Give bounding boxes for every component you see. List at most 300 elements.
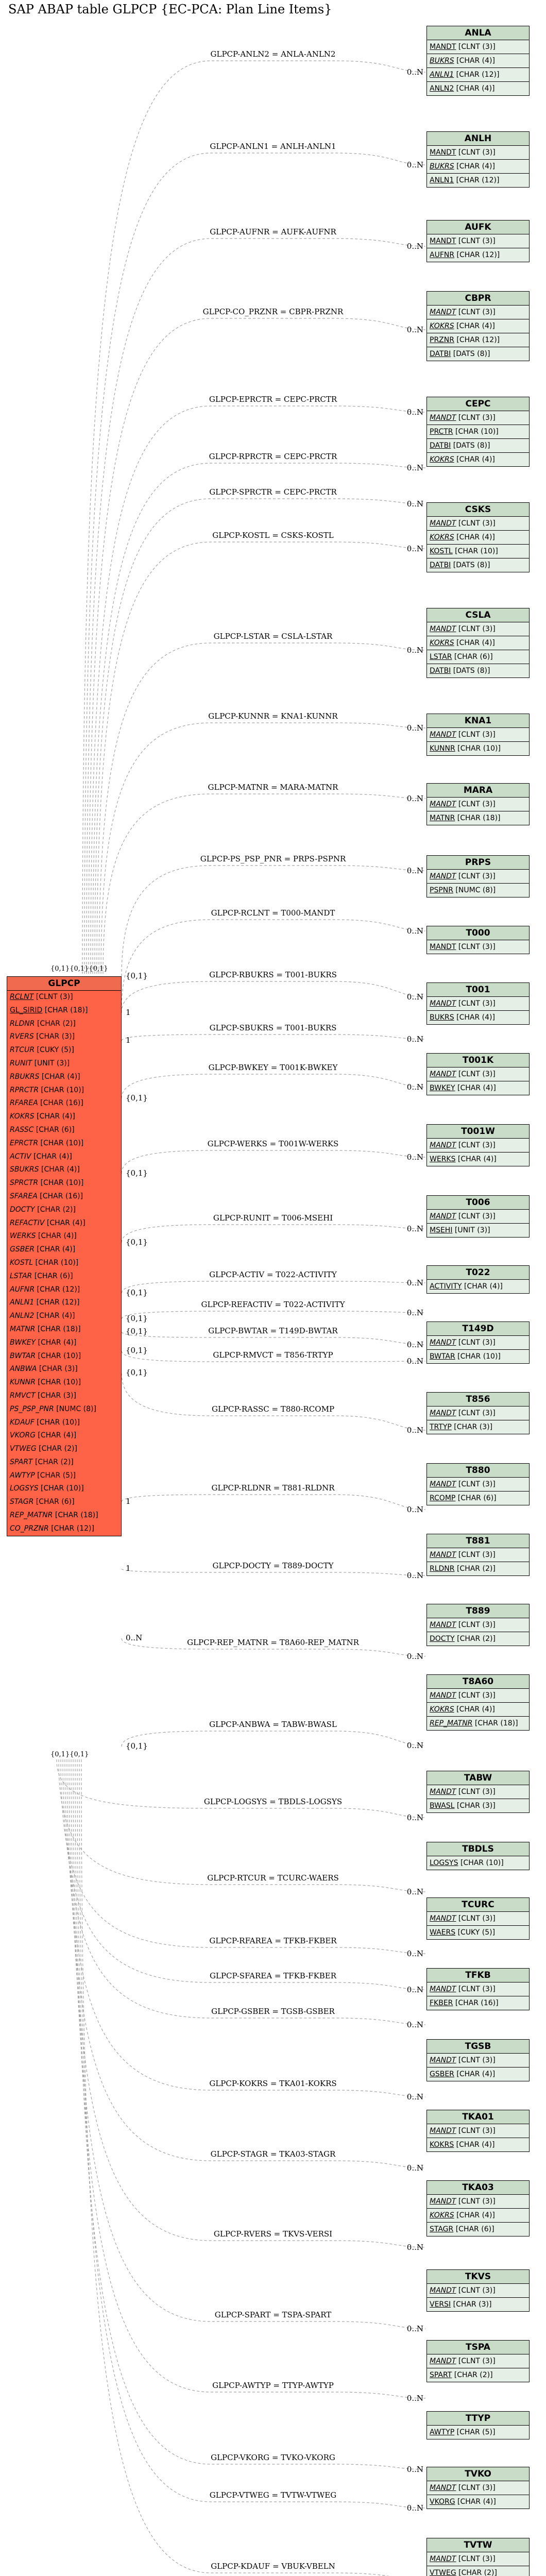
field-name: TRTYP	[430, 1423, 452, 1431]
field-type: [CLNT (3)]	[456, 872, 496, 880]
table-header: TKA03	[427, 2181, 529, 2195]
target-cardinality: 0..N	[406, 2243, 423, 2252]
field-name: RPRCTR	[10, 1086, 39, 1094]
table-csks[interactable]	[426, 502, 530, 572]
target-cardinality: 0..N	[406, 2163, 423, 2173]
target-cardinality: 0..N	[406, 1571, 423, 1580]
field-type: [CHAR (4)]	[34, 1245, 76, 1254]
table-t149d[interactable]	[426, 1321, 530, 1364]
field-name: GL_SIRID	[10, 1006, 43, 1014]
field-type: [CLNT (3)]	[456, 43, 496, 51]
field-type: [DATS (8)]	[451, 667, 490, 675]
source-cardinality: {0,1}	[126, 1327, 148, 1336]
field-type: [CLNT (3)]	[456, 2056, 496, 2064]
table-header: T022	[427, 1266, 529, 1280]
main-field-docty	[7, 1204, 121, 1217]
field-type: [CLNT (3)]	[456, 2197, 496, 2206]
relation-label: GLPCP-WERKS = T001W-WERKS	[207, 1139, 339, 1148]
field-type: [CHAR (2)]	[452, 2371, 493, 2379]
field-type: [CHAR (10)]	[33, 1258, 79, 1267]
field-name: DATBI	[430, 561, 451, 569]
table-field	[427, 2054, 529, 2067]
table-t881[interactable]	[426, 1534, 530, 1576]
source-cardinality: 1	[126, 1008, 131, 1017]
table-aufk[interactable]	[426, 220, 530, 262]
target-cardinality: 0..N	[406, 1652, 423, 1661]
field-type: [CLNT (3)]	[456, 237, 496, 245]
field-type: [CLNT (3)]	[456, 2357, 496, 2365]
field-type: [NUMC (8)]	[54, 1404, 96, 1413]
main-table-glpcp[interactable]	[7, 976, 122, 1536]
target-cardinality: 0..N	[406, 1153, 423, 1162]
field-type: [CHAR (12)]	[454, 71, 500, 79]
relation-label: GLPCP-LOGSYS = TBDLS-LOGSYS	[203, 1797, 343, 1806]
main-field-kostl	[7, 1257, 121, 1270]
field-type: [CLNT (3)]	[456, 1914, 496, 1923]
field-name: RMVCT	[10, 1391, 36, 1400]
target-cardinality: 0..N	[406, 1082, 423, 1092]
field-type: [CLNT (3)]	[456, 308, 496, 316]
table-t001[interactable]	[426, 982, 530, 1025]
field-type: [CHAR (4)]	[462, 1282, 503, 1291]
target-cardinality: 0..N	[406, 1224, 423, 1233]
table-field	[427, 1224, 529, 1237]
table-field	[427, 1689, 529, 1703]
field-name: ANLN1	[430, 176, 454, 184]
field-name: KOKRS	[430, 533, 454, 541]
table-tfkb[interactable]	[426, 1968, 530, 2010]
table-t880[interactable]	[426, 1463, 530, 1505]
field-type: [CHAR (18)]	[42, 1006, 88, 1014]
table-t000[interactable]	[426, 926, 530, 954]
field-name: KOKRS	[430, 2141, 454, 2149]
field-name: RLDNR	[10, 1019, 35, 1028]
page-title: SAP ABAP table GLPCP {EC-PCA: Plan Line Items}	[8, 2, 332, 16]
relation-label: GLPCP-ANLN1 = ANLH-ANLN1	[210, 142, 336, 151]
relation-label: GLPCP-MATNR = MARA-MATNR	[208, 783, 338, 792]
field-name: FKBER	[430, 1999, 453, 2007]
field-type: [CHAR (4)]	[454, 455, 495, 464]
target-cardinality: 0..N	[406, 463, 423, 472]
relation-label: GLPCP-RLDNR = T881-RLDNR	[211, 1483, 335, 1493]
field-name: LSTAR	[10, 1272, 32, 1280]
relation-label: GLPCP-ANLN2 = ANLA-ANLN2	[210, 49, 336, 59]
field-name: ANLN2	[10, 1312, 35, 1320]
field-type: [CHAR (4)]	[454, 57, 495, 65]
table-ttyp[interactable]	[426, 2411, 530, 2439]
source-cardinality: {0,1}	[126, 1741, 148, 1751]
table-field	[427, 798, 529, 811]
relation-label: GLPCP-AUFNR = AUFK-AUFNR	[210, 227, 336, 236]
field-name: AWTYP	[430, 2428, 455, 2436]
relation-line	[101, 723, 425, 974]
field-name: CO_PRZNR	[10, 1524, 49, 1533]
main-bottom-cardinalities: {0,1}{0,1}	[50, 1751, 89, 1758]
table-t8a60[interactable]	[426, 1674, 530, 1731]
main-field-spart	[7, 1456, 121, 1469]
field-name: SBUKRS	[10, 1165, 39, 1174]
table-header: T880	[427, 1464, 529, 1478]
table-header: KNA1	[427, 714, 529, 728]
relation-line	[122, 1225, 425, 1243]
relation-line	[122, 1281, 425, 1293]
field-name: KOKRS	[10, 1112, 35, 1121]
relation-line	[99, 643, 425, 974]
relation-label: GLPCP-ANBWA = TABW-BWASL	[209, 1720, 337, 1729]
field-name: MANDT	[430, 1551, 456, 1559]
field-name: DOCTY	[10, 1205, 35, 1214]
field-name: MANDT	[430, 1338, 456, 1347]
table-tcurc[interactable]	[426, 1897, 530, 1940]
field-name: MANDT	[430, 1141, 456, 1149]
field-type: [CLNT (3)]	[456, 1409, 496, 1417]
field-type: [CLNT (3)]	[33, 993, 73, 1001]
field-type: [CLNT (3)]	[456, 1141, 496, 1149]
table-tka01[interactable]	[426, 2110, 530, 2152]
field-name: MANDT	[430, 800, 456, 808]
field-name: ACTIVITY	[430, 1282, 462, 1291]
table-header: TTYP	[427, 2412, 529, 2426]
table-field	[427, 1067, 529, 1081]
table-field	[427, 333, 529, 347]
relation-label: GLPCP-GSBER = TGSB-GSBER	[211, 2007, 335, 2016]
field-type: [CLNT (3)]	[456, 999, 496, 1008]
target-cardinality: 0..N	[406, 2020, 423, 2029]
field-type: [CLNT (3)]	[456, 1691, 496, 1700]
field-name: MANDT	[430, 1409, 456, 1417]
table-anla[interactable]	[426, 26, 530, 96]
field-name: AWTYP	[10, 1471, 35, 1480]
table-header: CBPR	[427, 292, 529, 306]
table-tspa[interactable]	[426, 2340, 530, 2382]
table-field	[427, 2284, 529, 2298]
field-name: VERSI	[430, 2300, 451, 2309]
table-field	[427, 1478, 529, 1492]
table-field	[427, 411, 529, 425]
relation-label: GLPCP-ACTIV = T022-ACTIVITY	[209, 1270, 337, 1279]
table-header: MARA	[427, 784, 529, 798]
table-mara[interactable]	[426, 783, 530, 825]
field-name: EPRCTR	[10, 1139, 39, 1147]
field-name: ANLN1	[10, 1298, 35, 1307]
field-name: VKORG	[430, 2498, 455, 2506]
table-header: T001W	[427, 1125, 529, 1139]
main-field-co-prznr	[7, 1522, 121, 1536]
target-cardinality: 0..N	[406, 2394, 423, 2403]
field-type: [CHAR (12)]	[48, 1524, 94, 1533]
table-header: TGSB	[427, 2040, 529, 2054]
table-header: T001	[427, 983, 529, 997]
target-cardinality: 0..N	[406, 1505, 423, 1514]
field-name: RCOMP	[430, 1494, 456, 1502]
source-cardinality: 1	[126, 1564, 131, 1573]
field-type: [CHAR (5)]	[35, 1471, 76, 1480]
field-type: [CHAR (4)]	[39, 1165, 80, 1174]
table-header: T001K	[427, 1054, 529, 1067]
relation-label: GLPCP-KUNNR = KNA1-KUNNR	[208, 711, 338, 721]
table-t889[interactable]	[426, 1604, 530, 1646]
field-type: [CHAR (4)]	[454, 162, 495, 171]
field-type: [CHAR (2)]	[454, 1565, 496, 1573]
table-header: PRPS	[427, 856, 529, 870]
field-name: DATBI	[430, 350, 451, 358]
main-field-vtweg	[7, 1443, 121, 1456]
field-type: [CHAR (12)]	[34, 1298, 80, 1307]
target-cardinality: 0..N	[406, 160, 423, 170]
main-field-anln2	[7, 1310, 121, 1323]
field-type: [CHAR (2)]	[454, 1635, 496, 1643]
field-type: [CHAR (4)]	[454, 1013, 495, 1022]
field-name: AUFNR	[10, 1285, 35, 1294]
field-name: AUFNR	[430, 251, 455, 259]
field-name: KOKRS	[430, 322, 454, 330]
field-name: RUNIT	[10, 1059, 32, 1067]
field-type: [CHAR (4)]	[454, 2211, 495, 2219]
table-header: T889	[427, 1604, 529, 1618]
relation-label: GLPCP-LSTAR = CSLA-LSTAR	[213, 632, 333, 641]
table-field	[427, 622, 529, 636]
table-tvko[interactable]	[426, 2467, 530, 2509]
table-tka03[interactable]	[426, 2180, 530, 2236]
table-t001k[interactable]	[426, 1053, 530, 1095]
table-field	[427, 1799, 529, 1812]
field-type: [CLNT (3)]	[456, 414, 496, 422]
relation-label: GLPCP-EPRCTR = CEPC-PRCTR	[209, 395, 337, 404]
field-name: SPART	[10, 1458, 33, 1466]
relation-label: GLPCP-SBUKRS = T001-BUKRS	[209, 1023, 337, 1032]
field-name: PS_PSP_PNR	[10, 1404, 54, 1413]
main-field-logsys	[7, 1482, 121, 1496]
table-tkvs[interactable]	[426, 2269, 530, 2312]
relation-line	[57, 1759, 425, 1818]
table-cbpr[interactable]	[426, 291, 530, 361]
table-header: CSLA	[427, 608, 529, 622]
field-name: MSEHI	[430, 1226, 453, 1234]
relation-line	[84, 153, 425, 974]
field-name: MANDT	[430, 1985, 456, 1993]
table-field	[427, 1912, 529, 1926]
relation-label: GLPCP-AWTYP = TTYP-AWTYP	[212, 2381, 334, 2390]
table-field	[427, 636, 529, 650]
field-name: MANDT	[430, 2357, 456, 2365]
table-field	[427, 1562, 529, 1575]
field-name: PRZNR	[430, 336, 454, 344]
field-type: [CHAR (18)]	[35, 1325, 81, 1333]
field-type: [CHAR (4)]	[455, 1084, 496, 1092]
field-type: [CHAR (10)]	[34, 1418, 80, 1427]
table-anlh[interactable]	[426, 131, 530, 188]
field-type: [CHAR (4)]	[454, 322, 495, 330]
field-type: [CLNT (3)]	[456, 2286, 496, 2295]
field-name: MANDT	[430, 872, 456, 880]
relation-line	[82, 61, 425, 974]
field-name: MANDT	[430, 43, 456, 51]
table-tgsb[interactable]	[426, 2039, 530, 2081]
field-type: [CHAR (3)]	[454, 1802, 496, 1810]
target-cardinality: 0..N	[406, 2503, 423, 2513]
field-name: MANDT	[430, 414, 456, 422]
target-cardinality: 0..N	[406, 2324, 423, 2333]
main-table-header: GLPCP	[7, 977, 121, 991]
table-kna1[interactable]	[426, 714, 530, 756]
table-field	[427, 870, 529, 884]
main-field-matnr	[7, 1323, 121, 1336]
table-field	[427, 1618, 529, 1632]
field-name: KOKRS	[430, 455, 454, 464]
field-type: [CLNT (3)]	[456, 2484, 496, 2492]
field-name: KUNNR	[10, 1378, 36, 1387]
target-cardinality: 0..N	[406, 1340, 423, 1349]
field-type: [CLNT (3)]	[456, 943, 496, 951]
table-field	[427, 1703, 529, 1717]
table-field	[427, 347, 529, 361]
field-type: [CLNT (3)]	[456, 1338, 496, 1347]
main-field-rprctr	[7, 1084, 121, 1097]
field-type: [CHAR (4)]	[454, 639, 495, 647]
main-field-kunnr	[7, 1376, 121, 1389]
field-name: KOSTL	[10, 1258, 33, 1267]
source-cardinality: {0,1}	[126, 1346, 148, 1355]
table-field	[427, 997, 529, 1011]
table-field	[427, 1926, 529, 1939]
table-field	[427, 811, 529, 825]
field-name: BWKEY	[10, 1338, 36, 1347]
table-field	[427, 1492, 529, 1505]
table-field	[427, 1280, 529, 1293]
field-type: [UNIT (3)]	[452, 1226, 490, 1234]
table-header: TCURC	[427, 1898, 529, 1912]
field-type: [CHAR (4)]	[454, 84, 495, 93]
table-field	[427, 2566, 529, 2576]
relation-line	[69, 1759, 425, 2168]
table-field	[427, 2354, 529, 2368]
field-name: KOKRS	[430, 639, 454, 647]
field-name: MANDT	[430, 943, 456, 951]
field-type: [CHAR (4)]	[36, 1338, 77, 1347]
field-type: [CHAR (10)]	[458, 1859, 504, 1867]
table-cepc[interactable]	[426, 397, 530, 467]
field-type: [CLNT (3)]	[456, 731, 496, 739]
main-field-lstar	[7, 1270, 121, 1283]
table-header: AUFK	[427, 221, 529, 234]
table-field	[427, 2298, 529, 2311]
field-type: [CHAR (4)]	[35, 1431, 77, 1440]
table-field	[427, 2209, 529, 2223]
table-header: TFKB	[427, 1969, 529, 1982]
relation-label: GLPCP-RBUKRS = T001-BUKRS	[209, 970, 337, 979]
field-name: SPRCTR	[10, 1179, 39, 1188]
table-t006[interactable]	[426, 1195, 530, 1238]
target-cardinality: 0..N	[406, 325, 423, 334]
main-top-cardinalities: {0,1}{0,1}{0,1}	[50, 965, 108, 973]
source-cardinality: 1	[126, 1497, 131, 1506]
main-field-bwtar	[7, 1350, 121, 1363]
field-type: [CHAR (10)]	[452, 547, 498, 555]
table-t022[interactable]	[426, 1265, 530, 1294]
relation-line	[122, 866, 425, 976]
table-field	[427, 1336, 529, 1350]
table-tabw[interactable]	[426, 1771, 530, 1813]
field-name: GSBER	[10, 1245, 35, 1254]
field-type: [CLNT (3)]	[456, 625, 496, 633]
table-field	[427, 545, 529, 558]
field-type: [CHAR (10)]	[38, 1484, 84, 1493]
main-field-eprctr	[7, 1137, 121, 1150]
field-name: STAGR	[10, 1498, 34, 1506]
field-name: MANDT	[430, 1212, 456, 1221]
table-tvtw[interactable]	[426, 2538, 530, 2576]
relation-line	[73, 1759, 425, 2329]
table-t001w[interactable]	[426, 1124, 530, 1166]
main-field-rep-matnr	[7, 1509, 121, 1522]
field-type: [CHAR (12)]	[454, 251, 500, 259]
field-type: [CLNT (3)]	[456, 519, 496, 528]
table-header: ANLA	[427, 26, 529, 40]
table-t856[interactable]	[426, 1392, 530, 1434]
field-name: DATBI	[430, 442, 451, 450]
target-cardinality: 0..N	[406, 1035, 423, 1044]
field-name: BWTAR	[10, 1351, 36, 1360]
field-name: DOCTY	[430, 1635, 455, 1643]
source-cardinality: {0,1}	[126, 1314, 148, 1323]
table-field	[427, 1632, 529, 1646]
field-type: [CHAR (16)]	[38, 1099, 83, 1108]
table-prps[interactable]	[426, 855, 530, 897]
table-header: TSPA	[427, 2341, 529, 2354]
table-field	[427, 2495, 529, 2509]
table-field	[427, 68, 529, 82]
field-name: ANLN2	[430, 84, 454, 93]
field-type: [CHAR (4)]	[36, 1232, 77, 1241]
target-cardinality: 0..N	[406, 866, 423, 875]
main-field-rldnr	[7, 1018, 121, 1031]
field-type: [CHAR (18)]	[455, 814, 501, 822]
field-type: [CLNT (3)]	[456, 1070, 496, 1078]
main-field-rtcur	[7, 1044, 121, 1057]
table-field	[427, 1420, 529, 1434]
field-type: [CHAR (4)]	[454, 2141, 495, 2149]
table-header: TBDLS	[427, 1842, 529, 1856]
table-field	[427, 2426, 529, 2439]
table-header: ANLH	[427, 132, 529, 146]
field-type: [DATS (8)]	[451, 350, 490, 358]
field-name: MANDT	[430, 237, 456, 245]
relation-label: GLPCP-RUNIT = T006-MSEHI	[213, 1213, 333, 1223]
table-tbdls[interactable]	[426, 1842, 530, 1870]
field-type: [CHAR (6)]	[452, 653, 493, 661]
table-field	[427, 1153, 529, 1166]
field-name: RLDNR	[430, 1565, 455, 1573]
field-type: [CHAR (6)]	[32, 1272, 73, 1280]
table-field	[427, 234, 529, 248]
relation-line	[61, 1759, 425, 1954]
table-csla[interactable]	[426, 608, 530, 678]
table-field	[427, 1982, 529, 1996]
table-field	[427, 884, 529, 897]
target-cardinality: 0..N	[406, 1741, 423, 1750]
relation-line	[122, 1731, 425, 1747]
field-type: [CHAR (16)]	[37, 1192, 83, 1200]
target-cardinality: 0..N	[406, 67, 423, 77]
main-field-stagr	[7, 1496, 121, 1509]
relation-label: GLPCP-VTWEG = TVTW-VTWEG	[209, 2490, 337, 2500]
field-name: ACTIV	[10, 1152, 31, 1161]
relation-line	[71, 1759, 425, 2247]
field-type: [CHAR (4)]	[454, 533, 495, 541]
relation-label: GLPCP-KOSTL = CSKS-KOSTL	[212, 531, 334, 540]
table-field	[427, 1139, 529, 1153]
main-field-activ	[7, 1150, 121, 1164]
